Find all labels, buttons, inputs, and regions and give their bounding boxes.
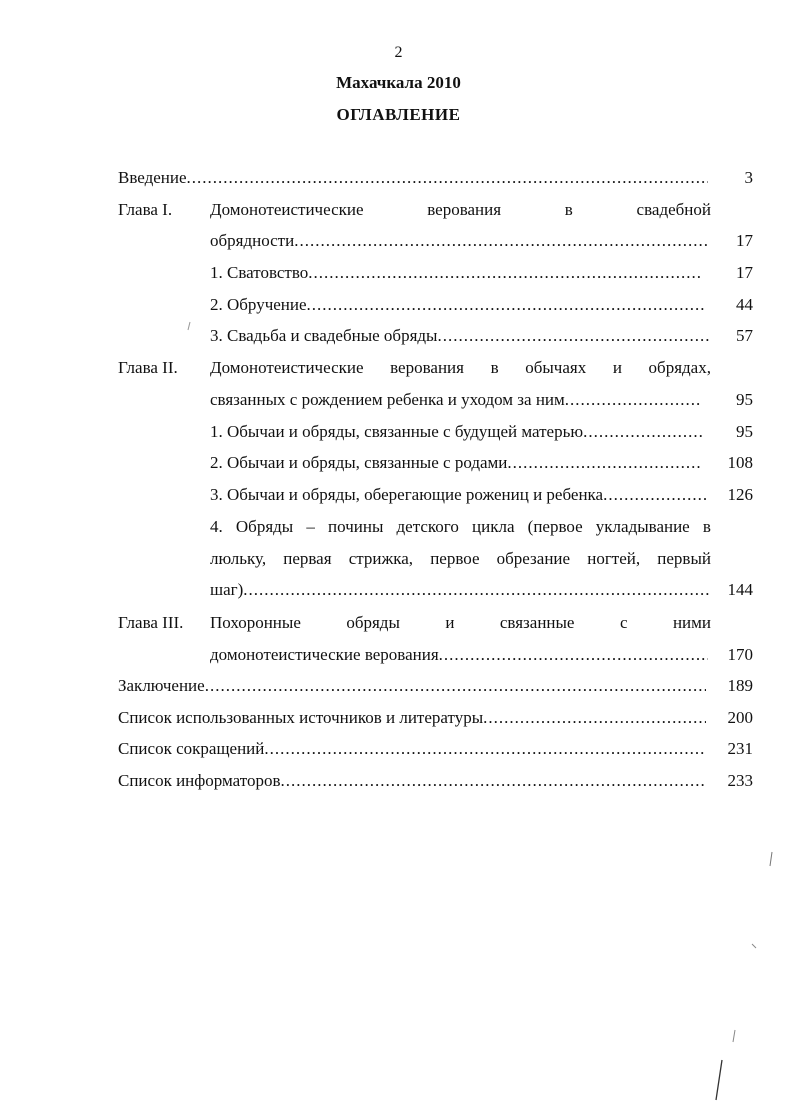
- toc-entry-text: Заключение: [118, 676, 205, 695]
- word: детского: [396, 517, 459, 536]
- word: в: [490, 358, 499, 377]
- toc-page-number: 3: [744, 168, 753, 187]
- toc-entry-text: 1. Обычаи и обряды, связанные с будущей матерью: [210, 422, 584, 441]
- toc-page-number: 17: [736, 263, 753, 282]
- toc-page-number: 144: [727, 580, 753, 599]
- word: Домонотеистические: [210, 200, 364, 219]
- word: (первое: [527, 517, 583, 536]
- toc-page-number: 95: [736, 390, 753, 409]
- toc-entry-text: 2. Обычаи и обряды, связанные с родами: [210, 453, 508, 472]
- word: почины: [328, 517, 384, 536]
- toc-entry-text: Список информаторов: [118, 771, 281, 790]
- word: обычаях: [525, 358, 587, 377]
- word: –: [306, 517, 315, 536]
- toc-page-number: 108: [727, 453, 753, 472]
- toc-entry-text: домонотеистические верования: [210, 645, 439, 664]
- word: Обряды: [235, 517, 294, 536]
- toc-page-number: 44: [736, 295, 753, 314]
- toc-entry-text: Список использованных источников и литературы: [118, 708, 484, 727]
- toc-page-number: 95: [736, 422, 753, 441]
- word: свадебной: [636, 200, 711, 219]
- word: люльку,: [210, 549, 267, 568]
- toc-page-number: 57: [736, 326, 753, 345]
- toc-entry-text: Список сокращений: [118, 739, 265, 758]
- toc-page-number: 17: [736, 231, 753, 250]
- toc-entry-text: 2. Обручение: [210, 295, 307, 314]
- word: Похоронные: [210, 613, 301, 632]
- toc-entry-text: обрядности: [210, 231, 295, 250]
- word: Домонотеистические: [210, 358, 364, 377]
- chapter-label: Глава I.: [118, 200, 173, 219]
- toc-page-number: 231: [727, 739, 753, 758]
- word: ногтей,: [587, 549, 641, 568]
- chapter-label: Глава III.: [118, 613, 184, 632]
- word: первая: [283, 549, 332, 568]
- word: в: [702, 517, 711, 536]
- toc-page-number: 233: [727, 771, 753, 790]
- word: и: [445, 613, 455, 632]
- toc-title: ОГЛАВЛЕНИЕ: [336, 105, 461, 124]
- word: обрядах,: [648, 358, 711, 377]
- word: первое: [430, 549, 480, 568]
- word: верования: [390, 358, 464, 377]
- word: обрезание: [496, 549, 571, 568]
- chapter-label: Глава II.: [118, 358, 178, 377]
- toc-page-number: 126: [727, 485, 753, 504]
- word: и: [612, 358, 622, 377]
- word: в: [564, 200, 573, 219]
- city-year: Махачкала 2010: [336, 73, 461, 92]
- word: обряды: [346, 613, 400, 632]
- word: верования: [427, 200, 502, 219]
- toc-entry-text: Введение: [118, 168, 187, 187]
- word: связанные: [499, 613, 575, 632]
- toc-entry-text: 3. Свадьба и свадебные обряды: [210, 326, 438, 345]
- word: укладывание: [595, 517, 690, 536]
- toc-entry-text: 3. Обычаи и обряды, оберегающие рожениц и ребенка: [210, 485, 604, 504]
- word: 4.: [210, 517, 223, 536]
- word: первый: [657, 549, 711, 568]
- word: стрижка,: [348, 549, 414, 568]
- toc-page-number: 170: [727, 645, 753, 664]
- toc-page-number: 200: [727, 708, 753, 727]
- word: цикла: [472, 517, 515, 536]
- toc-entry-text: связанных с рождением ребенка и уходом за ним: [210, 390, 565, 409]
- toc-entry-text: 1. Сватовство: [210, 263, 309, 282]
- page-number: 2: [394, 44, 403, 61]
- word: с: [619, 613, 628, 632]
- toc-page-number: 189: [727, 676, 753, 695]
- word: ними: [672, 613, 711, 632]
- toc-entry-text: шаг): [210, 580, 244, 599]
